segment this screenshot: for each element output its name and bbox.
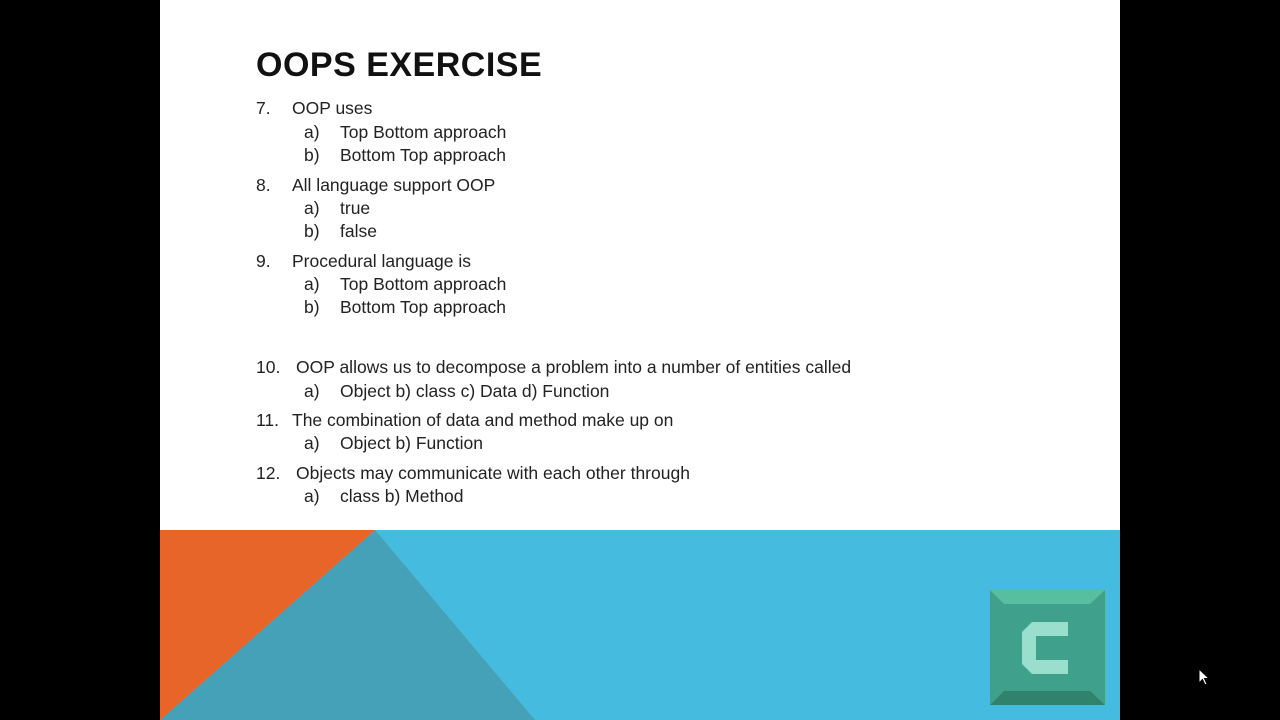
question-number: 12. [256,463,281,483]
option-text: Bottom Top approach [340,297,507,317]
question-number: 7. [256,98,271,118]
option-letter: b) [304,221,320,241]
option-letter: a) [304,433,320,453]
question-12 [256,462,690,484]
option-text: Top Bottom approach [340,122,507,142]
option-text: Object b) class c) Data d) Function [340,381,610,401]
question-text: OOP uses [292,98,373,118]
option-text: Object b) Function [340,433,483,453]
option-9b [304,296,506,318]
option-text: class b) Method [340,486,464,506]
option-7a [304,121,506,143]
option-text: false [340,221,377,241]
option-text: Bottom Top approach [340,145,507,165]
slide-title: OOPS EXERCISE [256,46,543,84]
option-8b [304,220,377,242]
question-number: 10. [256,357,281,377]
question-text: Objects may communicate with each other through [296,463,690,483]
presentation-slide [160,0,1120,720]
option-letter: a) [304,122,320,142]
question-10 [256,356,851,378]
mouse-cursor-icon [1198,668,1210,686]
option-letter: a) [304,198,320,218]
question-9 [256,250,471,272]
camtasia-logo-icon [990,590,1105,705]
option-letter: a) [304,274,320,294]
option-8a [304,197,370,219]
option-7b [304,144,506,166]
option-12a [304,485,464,507]
option-10a [304,380,609,402]
option-text: true [340,198,371,218]
question-8 [256,174,495,196]
question-text: The combination of data and method make up on [292,410,674,430]
question-number: 9. [256,251,271,271]
question-number: 11. [256,410,280,430]
option-letter: b) [304,297,320,317]
question-11 [256,409,673,431]
question-number: 8. [256,175,271,195]
option-11a [304,432,483,454]
question-text: Procedural language is [292,251,472,271]
question-7 [256,97,372,119]
question-text: All language support OOP [292,175,496,195]
option-text: Top Bottom approach [340,274,507,294]
option-letter: a) [304,486,320,506]
question-text: OOP allows us to decompose a problem into a number of entities called [296,357,852,377]
option-9a [304,273,506,295]
footer-shapes [160,530,1120,720]
option-letter: b) [304,145,320,165]
option-letter: a) [304,381,320,401]
